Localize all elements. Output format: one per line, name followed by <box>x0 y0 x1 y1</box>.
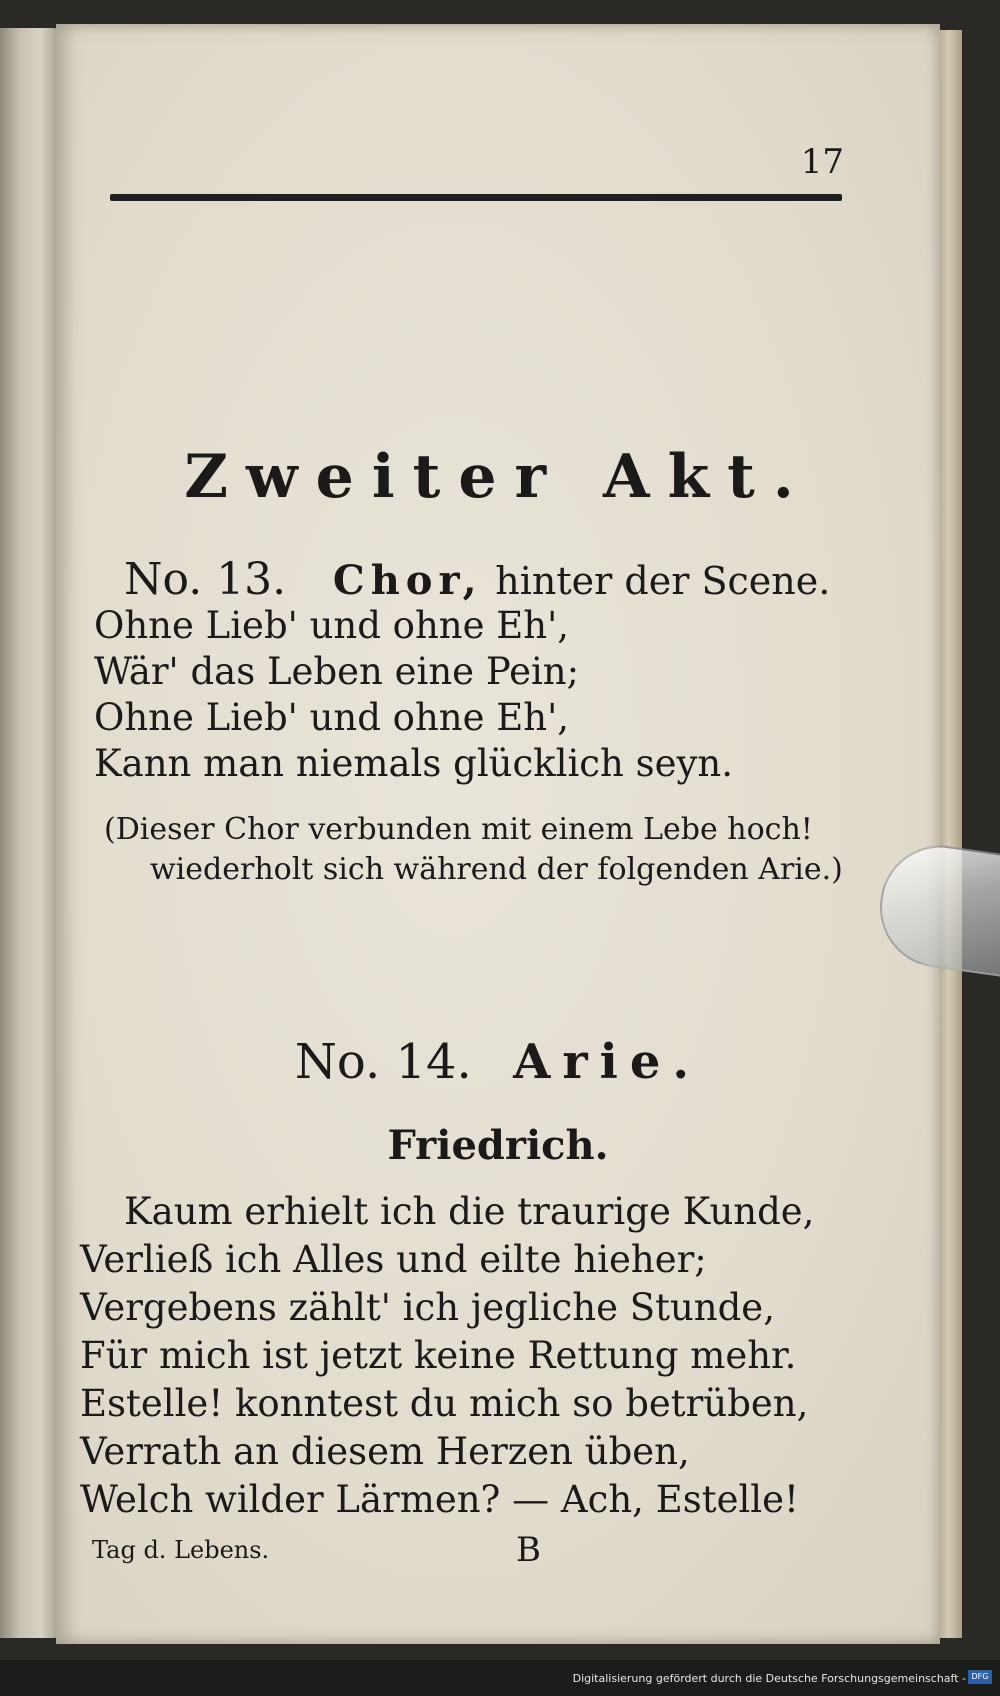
chorus-line: Ohne Lieb' und ohne Eh', <box>94 696 570 739</box>
chorus-heading: Chor, <box>332 557 483 604</box>
number-13-label: No. 13. <box>124 554 287 605</box>
aria-line: Verließ ich Alles und eilte hieher; <box>80 1238 707 1281</box>
aria-line: Welch wilder Lärmen? — Ach, Estelle! <box>80 1478 799 1521</box>
chorus-line: Kann man niemals glücklich seyn. <box>94 742 733 785</box>
number-14-heading <box>56 1034 940 1090</box>
chorus-subheading: hinter der Scene. <box>495 559 831 603</box>
left-page-edge <box>0 28 58 1638</box>
aria-line: Estelle! konntest du mich so betrüben, <box>80 1382 809 1425</box>
chorus-line: Wär' das Leben eine Pein; <box>94 650 580 693</box>
stage-note-line: (Dieser Chor verbunden mit einem Lebe hoch! <box>104 812 813 847</box>
signature-mark: B <box>516 1530 541 1570</box>
dfg-logo: DFG <box>968 1670 992 1684</box>
aria-line: Kaum erhielt ich die traurige Kunde, <box>124 1190 815 1233</box>
aria-line: Verrath an diesem Herzen üben, <box>80 1430 690 1473</box>
act-title: Zweiter Akt. <box>184 442 812 512</box>
right-page-edge <box>940 30 962 1638</box>
header-rule <box>110 194 842 201</box>
aria-line: Für mich ist jetzt keine Rettung mehr. <box>80 1334 797 1377</box>
number-14-label: No. 14. <box>294 1034 472 1090</box>
aria-line: Vergebens zählt' ich jegliche Stunde, <box>80 1286 775 1329</box>
stage-note-line: wiederholt sich während der folgenden Arie.) <box>150 852 843 887</box>
book-page <box>56 24 940 1644</box>
credit-text: Digitalisierung gefördert durch die Deutsche Forschungsgemeinschaft - <box>572 1672 966 1685</box>
number-13-heading <box>124 554 830 605</box>
footer-title: Tag d. Lebens. <box>92 1536 270 1564</box>
aria-heading: Arie. <box>513 1034 702 1090</box>
page-number: 17 <box>800 142 844 182</box>
chorus-line: Ohne Lieb' und ohne Eh', <box>94 604 570 647</box>
speaker-name: Friedrich. <box>387 1122 609 1169</box>
